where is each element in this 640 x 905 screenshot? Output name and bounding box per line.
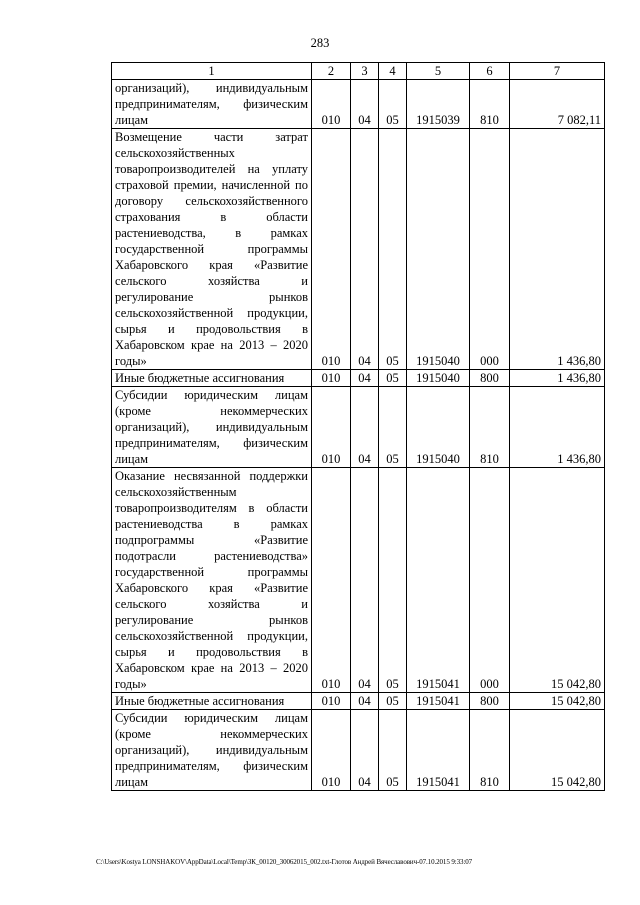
row-description: Возмещение части затрат сельскохозяйственных товаропроизводителей на уплату страховой премии, начисленной по договору сельскохозяйственного страхования в области растениеводства, в рамках государственной программы Хабаровского края «Развитие сельского хозяйства и регулирование рынков сельскохозяйственной продукции, сырья и продовольствия в Хабаровском крае на 2013 – 2020 годы»	[112, 129, 312, 370]
cell-col3: 04	[351, 468, 379, 693]
cell-col3: 04	[351, 693, 379, 710]
header-cell: 5	[407, 63, 470, 80]
cell-col6: 810	[470, 80, 510, 129]
cell-col6: 810	[470, 710, 510, 791]
page-number: 283	[310, 36, 330, 50]
table-row	[112, 693, 605, 710]
cell-col5: 1915040	[407, 370, 470, 387]
header-cell: 4	[379, 63, 407, 80]
cell-col2: 010	[312, 370, 351, 387]
cell-col2: 010	[312, 710, 351, 791]
cell-col2: 010	[312, 387, 351, 468]
cell-col6: 000	[470, 129, 510, 370]
cell-amount: 15 042,80	[510, 710, 605, 791]
cell-col4: 05	[379, 693, 407, 710]
cell-col2: 010	[312, 468, 351, 693]
cell-col5: 1915041	[407, 710, 470, 791]
cell-amount: 1 436,80	[510, 387, 605, 468]
cell-amount: 1 436,80	[510, 370, 605, 387]
cell-col5: 1915041	[407, 693, 470, 710]
cell-col4: 05	[379, 129, 407, 370]
cell-col2: 010	[312, 693, 351, 710]
row-description: организаций), индивидуальным предпринимателям, физическим лицам	[112, 80, 312, 129]
budget-table	[111, 62, 605, 791]
table-header-row	[112, 63, 605, 80]
cell-col5: 1915040	[407, 387, 470, 468]
cell-col2: 010	[312, 80, 351, 129]
cell-col3: 04	[351, 387, 379, 468]
table-row	[112, 80, 605, 129]
cell-col6: 810	[470, 387, 510, 468]
header-cell: 2	[312, 63, 351, 80]
table-row	[112, 710, 605, 791]
table-row	[112, 387, 605, 468]
table-row	[112, 129, 605, 370]
cell-col4: 05	[379, 370, 407, 387]
cell-col5: 1915041	[407, 468, 470, 693]
header-cell: 3	[351, 63, 379, 80]
cell-col5: 1915040	[407, 129, 470, 370]
row-description: Иные бюджетные ассигнования	[112, 693, 312, 710]
cell-col6: 800	[470, 693, 510, 710]
cell-amount: 1 436,80	[510, 129, 605, 370]
header-cell: 6	[470, 63, 510, 80]
row-description: Оказание несвязанной поддержки сельскохозяйственным товаропроизводителям в области растениеводства в рамках подпрограммы «Развитие подотрасли растениеводства» государственной программы Хабаровского края «Развитие сельского хозяйства и регулирование рынков сельскохозяйственной продукции, сырья и продовольствия в Хабаровском крае на 2013 – 2020 годы»	[112, 468, 312, 693]
cell-col3: 04	[351, 710, 379, 791]
cell-amount: 15 042,80	[510, 693, 605, 710]
header-cell: 1	[112, 63, 312, 80]
row-description: Субсидии юридическим лицам (кроме некоммерческих организаций), индивидуальным предпринимателям, физическим лицам	[112, 710, 312, 791]
row-description: Субсидии юридическим лицам (кроме некоммерческих организаций), индивидуальным предпринимателям, физическим лицам	[112, 387, 312, 468]
cell-amount: 15 042,80	[510, 468, 605, 693]
cell-col2: 010	[312, 129, 351, 370]
cell-col3: 04	[351, 129, 379, 370]
table-row	[112, 468, 605, 693]
table-row	[112, 370, 605, 387]
cell-col5: 1915039	[407, 80, 470, 129]
cell-col4: 05	[379, 468, 407, 693]
cell-col6: 800	[470, 370, 510, 387]
row-description: Иные бюджетные ассигнования	[112, 370, 312, 387]
cell-amount: 7 082,11	[510, 80, 605, 129]
cell-col3: 04	[351, 80, 379, 129]
cell-col4: 05	[379, 387, 407, 468]
header-cell: 7	[510, 63, 605, 80]
cell-col4: 05	[379, 710, 407, 791]
cell-col3: 04	[351, 370, 379, 387]
footer-file-path: C:\Users\Kostya LONSHAKOV\AppData\Local\Temp\ЗК_00120_30062015_002.txt-Глотов Андрей Вячеславович-07.10.2015 9:33:07	[96, 858, 473, 866]
cell-col4: 05	[379, 80, 407, 129]
cell-col6: 000	[470, 468, 510, 693]
